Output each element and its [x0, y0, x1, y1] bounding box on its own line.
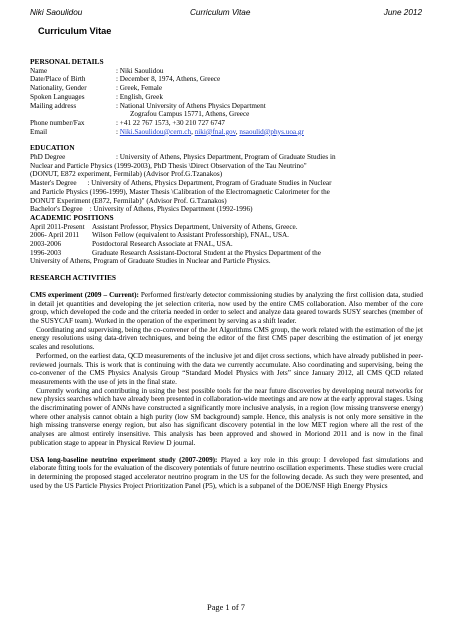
position-continuation: University of Athens, Program of Graduate Studies in Nuclear and Particle Physics.: [30, 257, 271, 266]
education-line: (DONUT, E872 experiment, Fermilab) (Advisor Prof.G.Tzanakos): [30, 170, 223, 179]
education-line: DONUT Experiment (E872, Fermilab)" (Advisor Prof. G.Tzanakos): [30, 196, 227, 205]
position-item: 1996-2003 Graduate Research Assistant-Doctoral Student at the Physics Department of the: [30, 248, 321, 257]
personal-row-email: Email : Niki.Saoulidou@cern.ch, niki@fnal.gov, nsaoulid@phys.uoa.gr: [30, 127, 304, 136]
personal-row: Date/Place of Birth : December 8, 1974, Athens, Greece: [30, 75, 221, 84]
education-phd: PhD Degree : University of Athens, Physics Department, Program of Graduate Studies in: [30, 153, 336, 162]
section-heading-positions: ACADEMIC POSITIONS: [30, 212, 114, 222]
cms-title: CMS experiment (2009 – Current):: [30, 290, 139, 299]
education-masters: Master's Degree : University of Athens, Physics Department, Program of Graduate Studies in Nuclear: [30, 179, 332, 188]
paragraph-cms-2: Coordinating and supervising, being the co-convener of the Jet Algorithms CMS group, the work related with the estimation of the jet energy resolutions using data-driven techniques, and being the editor of the first CMS paper describing the estimation of jet energy scales and resolutions.: [30, 325, 423, 352]
page-title: Curriculum Vitae: [38, 26, 112, 36]
header-author: Niki Saoulidou: [30, 8, 83, 17]
section-heading-education: EDUCATION: [30, 143, 75, 153]
header-doc-title: Curriculum Vitae: [190, 8, 251, 17]
paragraph-cms-4: Currently working and contributing in using the best possible tools for the near future discoveries by developing neural networks for new physics searches which have already been presented in collaboration-wide meetings and are now at the early approval stages. Using the discriminating power of ANNs have constructed a significantly more inclusive analysis, in a region (low missing transverse energy) where other analysis cannot obtain a high purity (low SM background) sample. Hence, this analysis is not only more sensitive in the high missing transverse energy region, but also has significant discovery potential in the low MET region where all the rest of the analyses are almost entirely insensitive. This analysis has been approved and showed in Moriond 2011 and is now in the final publication stage to appear in Physical Review D journal.: [30, 386, 423, 447]
email-link-fnal[interactable]: niki@fnal.gov: [194, 127, 236, 136]
education-line: Nuclear and Particle Physics (1999-2003), PhD Thesis \Direct Observation of the Tau Neutrino": [30, 161, 307, 170]
personal-row: Mailing address : National University of Athens Physics Department: [30, 101, 266, 110]
personal-row: Phone number/Fax : +41 22 767 1573, +30 210 727 6747: [30, 118, 225, 127]
section-heading-personal: PERSONAL DETAILS: [30, 57, 104, 66]
personal-row: Zografou Campus 15771, Athens, Greece: [130, 110, 250, 119]
paragraph-cms-3: Performed, on the earliest data, QCD measurements of the inclusive jet and dijet cross sections, which have already published in peer-reviewed journals. This is work that is continuing with the data we currently accumulate. Also coordinating and supervising, being the co-convener of the CMS Physics Analysis Group “Standard Model Physics with Jets” since January 2012, all CMS QCD related measurements with the use of jets in the final state.: [30, 351, 423, 386]
paragraph-usa-neutrino: USA long-baseline neutrino experiment study (2007-2009): Played a key role in this group: I developed fast simulations and elaborate fitting tools for the evaluation of the discovery potentials of future neutrino oscillation experiments. These studies were crucial in determining the proposed staged accelerator neutrino program in the US for the following decade. As such they were presented, and used by the US Particle Physics Project Prioritization Panel (P5), which is a subpanel of the DOE/NSF High Energy Physics: [30, 455, 423, 490]
education-line: and Particle Physics (1996-1999), Master Thesis \Calibration of the Electromagnetic Calorimeter for the: [30, 187, 330, 196]
position-item: 2006- April 2011 Wilson Fellow (equivalent to Assistant Professorship), FNAL, USA.: [30, 231, 289, 240]
personal-row: Nationality, Gender : Greek, Female: [30, 84, 163, 93]
usa-title: USA long-baseline neutrino experiment study (2007-2009):: [30, 455, 218, 464]
personal-row: Name : Niki Saoulidou: [30, 66, 164, 75]
header-date: June 2012: [383, 8, 422, 17]
page-number: Page 1 of 7: [207, 603, 245, 612]
position-item: 2003-2006 Postdoctoral Research Associate at FNAL, USA.: [30, 240, 233, 249]
education-bachelors: Bachelor's Degree : University of Athens, Physics Department (1992-1996): [30, 205, 253, 214]
email-link-cern[interactable]: Niki.Saoulidou@cern.ch: [119, 127, 192, 136]
email-link-uoa[interactable]: nsaoulid@phys.uoa.gr: [239, 127, 304, 136]
section-heading-research: RESEARCH ACTIVITIES: [30, 273, 117, 283]
paragraph-cms: CMS experiment (2009 – Current): Performed first/early detector commissioning studies by analyzing the first collision data, studied in detail jet quantities and developing the jet selection criteria, now used by the entire CMS collaboration. Also member of the core group, which developed the code and the criteria needed in order to select and analyze data geared towards SUSY searches (member of the SUSYCAF team). Worked in the operation of the experiment by serving as a shift leader.: [30, 290, 423, 325]
position-item: April 2011-Present Assistant Professor, Physics Department, University of Athens, Greece.: [30, 222, 298, 231]
cv-body: [30, 58, 423, 490]
personal-row: Spoken Languages : English, Greek: [30, 92, 163, 101]
